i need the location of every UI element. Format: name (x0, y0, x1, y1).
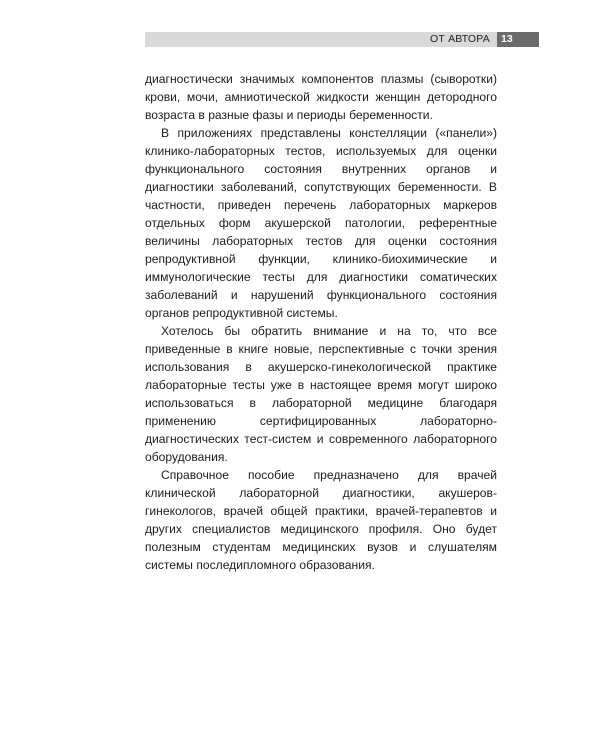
paragraph-2: В приложениях представлены констелляции («панели») клинико-лабораторных тестов, используемых для оценки функционального состояния внутренних органов и диагностики заболеваний, сопутствующих беременности. В частности, приведен перечень лабораторных маркеров отдельных форм акушерской патологии, референтные величины лабораторных тестов для оценки состояния репродуктивной функции, клинико-биохимические и иммунологические тесты для диагностики соматических заболеваний и нарушений функционального состояния органов репродуктивной системы. (145, 126, 497, 320)
paragraph-1: диагностически значимых компонентов плазмы (сыворотки) крови, мочи, амниотической жидкости женщин детородного возраста в разные фазы и периоды беременности. (145, 72, 497, 122)
paragraph-3: Хотелось бы обратить внимание и на то, что все приведенные в книге новые, перспективные с точки зрения использования в акушерско-гинекологической практике лабораторные тесты уже в настоящее время могут широко использоваться в лабораторной медицине благодаря применению сертифицированных лабораторно-диагностических тест-систем и современного лабораторного оборудования. (145, 324, 497, 464)
running-header-title: ОТ АВТОРА (429, 33, 490, 45)
page-number: 13 (497, 32, 539, 47)
page-body (145, 70, 497, 574)
paragraph-4: Справочное пособие предназначено для врачей клинической лабораторной диагностики, акушеров-гинекологов, врачей общей практики, врачей-терапевтов и других специалистов медицинского профиля. Оно будет полезным студентам медицинских вузов и слушателям системы последипломного образования. (145, 468, 497, 572)
